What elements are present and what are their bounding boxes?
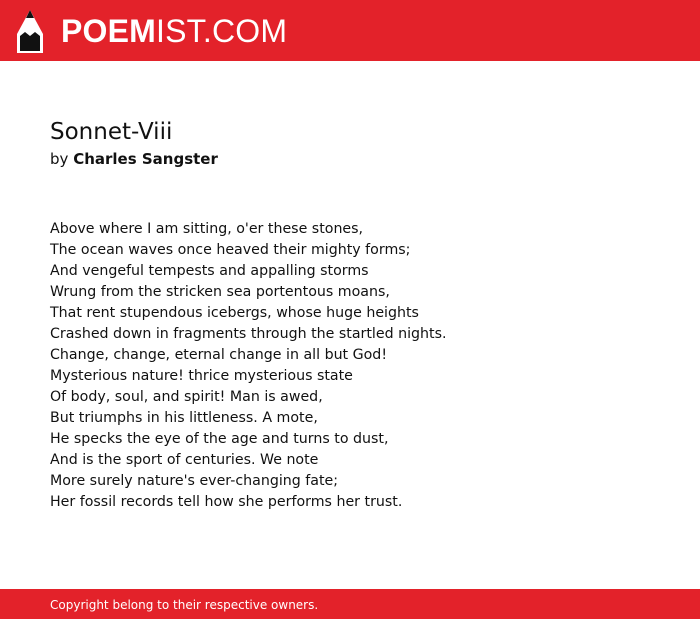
- poem-title: Sonnet-Viii: [50, 119, 173, 145]
- poem-line: Wrung from the stricken sea portentous moans,: [50, 284, 390, 300]
- poem-line: And vengeful tempests and appalling storms: [50, 263, 369, 279]
- site-logo-link[interactable]: [17, 9, 287, 53]
- poem-line: More surely nature's ever-changing fate;: [50, 473, 339, 489]
- poem-line: That rent stupendous icebergs, whose huge heights: [50, 305, 419, 321]
- poem-line: Mysterious nature! thrice mysterious state: [50, 368, 353, 384]
- site-header: [0, 0, 700, 61]
- poem-body: [50, 219, 650, 513]
- copyright-text: Copyright belong to their respective owners.: [50, 598, 319, 612]
- poem-byline: [50, 148, 650, 170]
- logo-light-text: IST.COM: [156, 13, 288, 49]
- poem-content: [50, 117, 650, 513]
- poem-line: Change, change, eternal change in all but God!: [50, 347, 388, 363]
- poem-line: Above where I am sitting, o'er these stones,: [50, 221, 364, 237]
- poem-line: The ocean waves once heaved their mighty forms;: [50, 242, 411, 258]
- logo-bold-text: POEM: [61, 13, 157, 49]
- poem-line: He specks the eye of the age and turns to dust,: [50, 431, 389, 447]
- poem-author: Charles Sangster: [73, 150, 218, 168]
- poem-line: And is the sport of centuries. We note: [50, 452, 319, 468]
- site-logo-text: [61, 9, 287, 53]
- byline-prefix: by: [50, 150, 69, 168]
- poem-line: Crashed down in fragments through the startled nights.: [50, 326, 447, 342]
- poem-line: Of body, soul, and spirit! Man is awed,: [50, 389, 323, 405]
- poem-line: But triumphs in his littleness. A mote,: [50, 410, 318, 426]
- poem-line: Her fossil records tell how she performs her trust.: [50, 494, 403, 510]
- pencil-icon: [17, 10, 43, 53]
- site-footer: [0, 589, 700, 619]
